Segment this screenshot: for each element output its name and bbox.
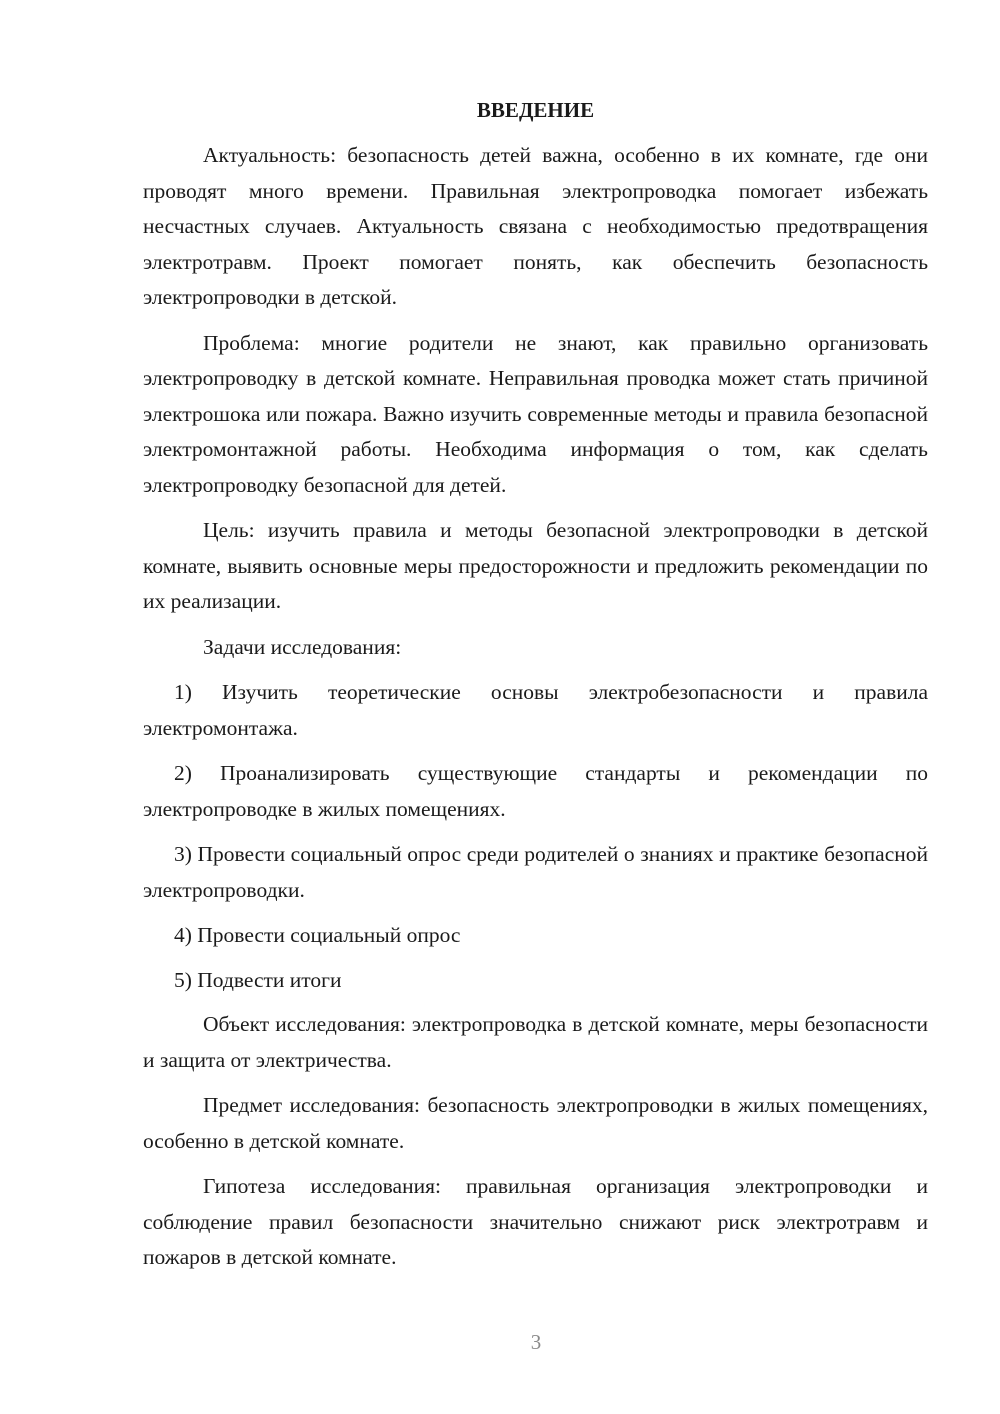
list-item: 3) Провести социальный опрос среди родителей о знаниях и практике безопасной электропроводки. [143, 842, 928, 902]
list-item: 5) Подвести итоги [174, 967, 342, 992]
paragraph-relevance: Актуальность: безопасность детей важна, особенно в их комнате, где они проводят много времени. Правильная электропроводка помогает избежать несчастных случаев. Актуальность связана с необходимостью предотвращения электротравм. Проект помогает понять, как обеспечить безопасность электропроводки в детской. [143, 143, 928, 309]
paragraph-subject: Предмет исследования: безопасность электропроводки в жилых помещениях, особенно в детской комнате. [143, 1093, 928, 1153]
list-item: 2) Проанализировать существующие стандарты и рекомендации по электропроводке в жилых помещениях. [143, 761, 928, 821]
list-item: 1) Изучить теоретические основы электробезопасности и правила электромонтажа. [143, 680, 928, 740]
paragraph-problem: Проблема: многие родители не знают, как правильно организовать электропроводку в детской комнате. Неправильная проводка может стать причиной электрошока или пожара. Важно изучить современные методы и правила безопасной электромонтажной работы. Необходима информация о том, как сделать электропроводку безопасной для детей. [143, 330, 928, 497]
paragraph-goal: Цель: изучить правила и методы безопасной электропроводки в детской комнате, выявить основные меры предосторожности и предложить рекомендации по их реализации. [143, 518, 928, 613]
page-title: ВВЕДЕНИЕ [476, 98, 595, 122]
document-body [143, 92, 928, 1286]
page-number: 3 [530, 1330, 542, 1354]
paragraph-object: Объект исследования: электропроводка в детской комнате, меры безопасности и защита от электричества. [143, 1012, 928, 1072]
tasks-heading: Задачи исследования: [203, 634, 402, 659]
paragraph-hypothesis: Гипотеза исследования: правильная организация электропроводки и соблюдение правил безопасности значительно снижают риск электротравм и пожаров в детской комнате. [143, 1174, 928, 1269]
tasks-list [143, 675, 928, 998]
list-item: 4) Провести социальный опрос [174, 923, 461, 947]
